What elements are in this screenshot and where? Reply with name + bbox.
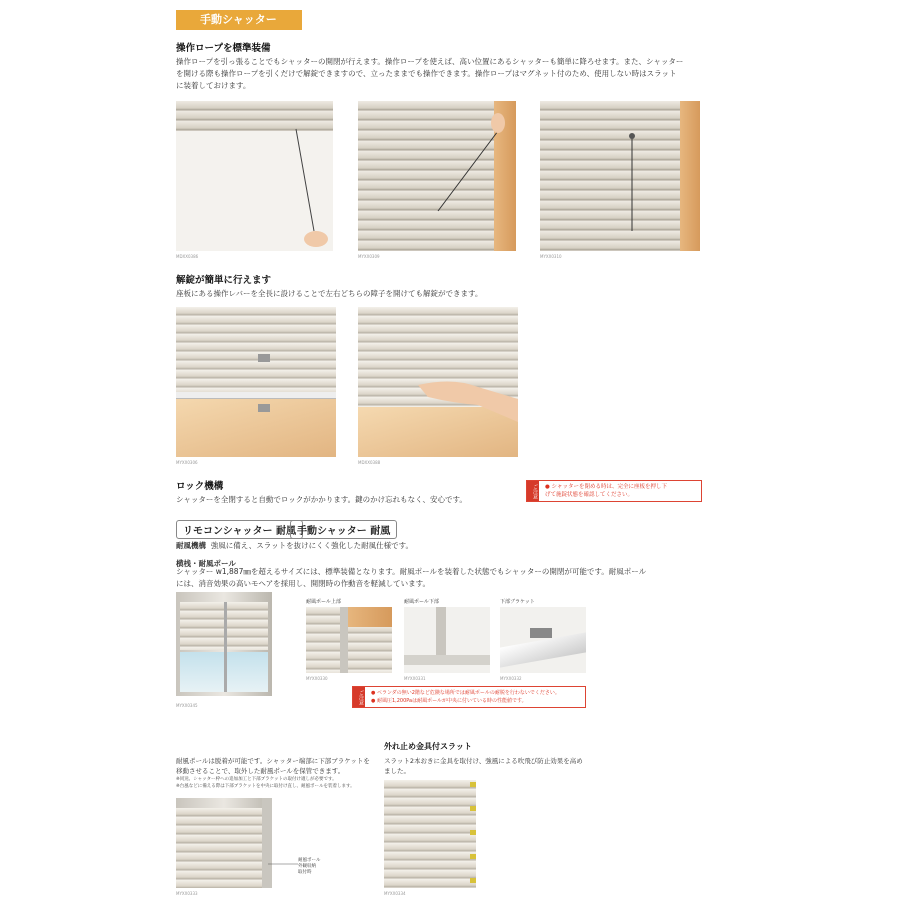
caption: MYXX0306 bbox=[176, 460, 198, 465]
tab-remote-shutter: リモコンシャッター 耐風 bbox=[176, 520, 303, 539]
caption: MDXX0386 bbox=[176, 254, 199, 259]
label-bottom-bracket: 下部ブラケット bbox=[500, 599, 535, 605]
caption: MYXX0345 bbox=[176, 703, 198, 708]
caption: MYXX0333 bbox=[176, 891, 198, 896]
caption: MYXX0331 bbox=[404, 676, 426, 681]
lock-description: シャッターを全閉すると自動でロックがかかります。鍵のかけ忘れもなく、安心です。 bbox=[176, 495, 467, 504]
pole-storage-callout: 耐風ポール 外観収納 取付時 bbox=[298, 858, 321, 875]
removable-pole-notes: ※同送、シャッター枠への追加加工と下部ブラケットの取付け適しが必要です。 ※台風などに備える際は下部ブラケットを中央に取付け直し、耐風ポールを装着します。 bbox=[176, 777, 355, 789]
caption: MDXX0388 bbox=[358, 460, 381, 465]
photo-rope-pull bbox=[176, 101, 333, 251]
removable-pole-description: 耐風ポールは脱着が可能です。シャッター端部に下部ブラケットを 移動させることで、取外した耐風ポールを保管できます。 bbox=[176, 757, 370, 775]
photo-clip-slat bbox=[384, 780, 476, 888]
heading-lock: ロック機構 bbox=[176, 481, 224, 492]
wind-pole-description: シャッター w1,887㎜を超えるサイズには、標準装備となります。耐風ポールを装着した状態でもシャッターの開閉が可能です。耐風ポール には、消音効果の高いモヘアを採用し、開閉時の作動音を軽減しています。 bbox=[176, 567, 647, 588]
heading-clip-slat: 外れ止め金具付スラット bbox=[384, 742, 472, 751]
wind-pole-heading: 横桟・耐風ポール bbox=[176, 559, 236, 568]
label-pole-bottom: 耐風ポール下部 bbox=[404, 599, 439, 605]
clip-slat-description: スラット2本おきに金具を取付け、強風による吹飛び防止効果を高め ました。 bbox=[384, 757, 583, 775]
heading-rope: 操作ロープを標準装備 bbox=[176, 43, 271, 54]
heading-unlock: 解錠が簡単に行えます bbox=[176, 275, 272, 286]
label-pole-top: 耐風ポール上部 bbox=[306, 599, 341, 605]
wind-mechanism: 耐風機構 強風に備え、スラットを抜けにくく強化した耐風仕様です。 bbox=[176, 541, 413, 550]
caption: MYXX0310 bbox=[540, 254, 562, 259]
caption: MYXX0330 bbox=[306, 676, 328, 681]
wind-pole-warning: ご注意 ● ベランダの無い2階など危険な場所では耐風ポールの耐脱を行わないでください。 ● 耐風圧1,200Paは耐風ポールが中央に付いている時の性能値です。 bbox=[352, 686, 586, 708]
caption: MYXX0332 bbox=[500, 676, 522, 681]
unlock-description: 座板にある操作レバーを全長に設けることで左右どちらの障子を開けても解錠ができます。 bbox=[176, 289, 483, 298]
caption: MYXX0309 bbox=[358, 254, 380, 259]
rope-description: 操作ロープを引っ張ることでもシャッターの開閉が行えます。操作ロープを使えば、高い位置にあるシャッターも簡単に降ろせます。また、シャッター を開ける際も操作ロープを引くだけで解錠できますので、立ったままでも操作できます。操作ロープはマグネット付のため、使用しない時はスラット に装着しておけます。 bbox=[176, 57, 684, 90]
tab-manual-shutter: 手動シャッター 耐風 bbox=[290, 520, 397, 539]
section-banner: 手動シャッター bbox=[176, 10, 302, 30]
caption: MYXX0334 bbox=[384, 891, 406, 896]
lock-warning: ご注意 ● シャッターを閉める時は、完全に座板を押し下 げて施錠状態を確認してください。 bbox=[526, 480, 702, 502]
